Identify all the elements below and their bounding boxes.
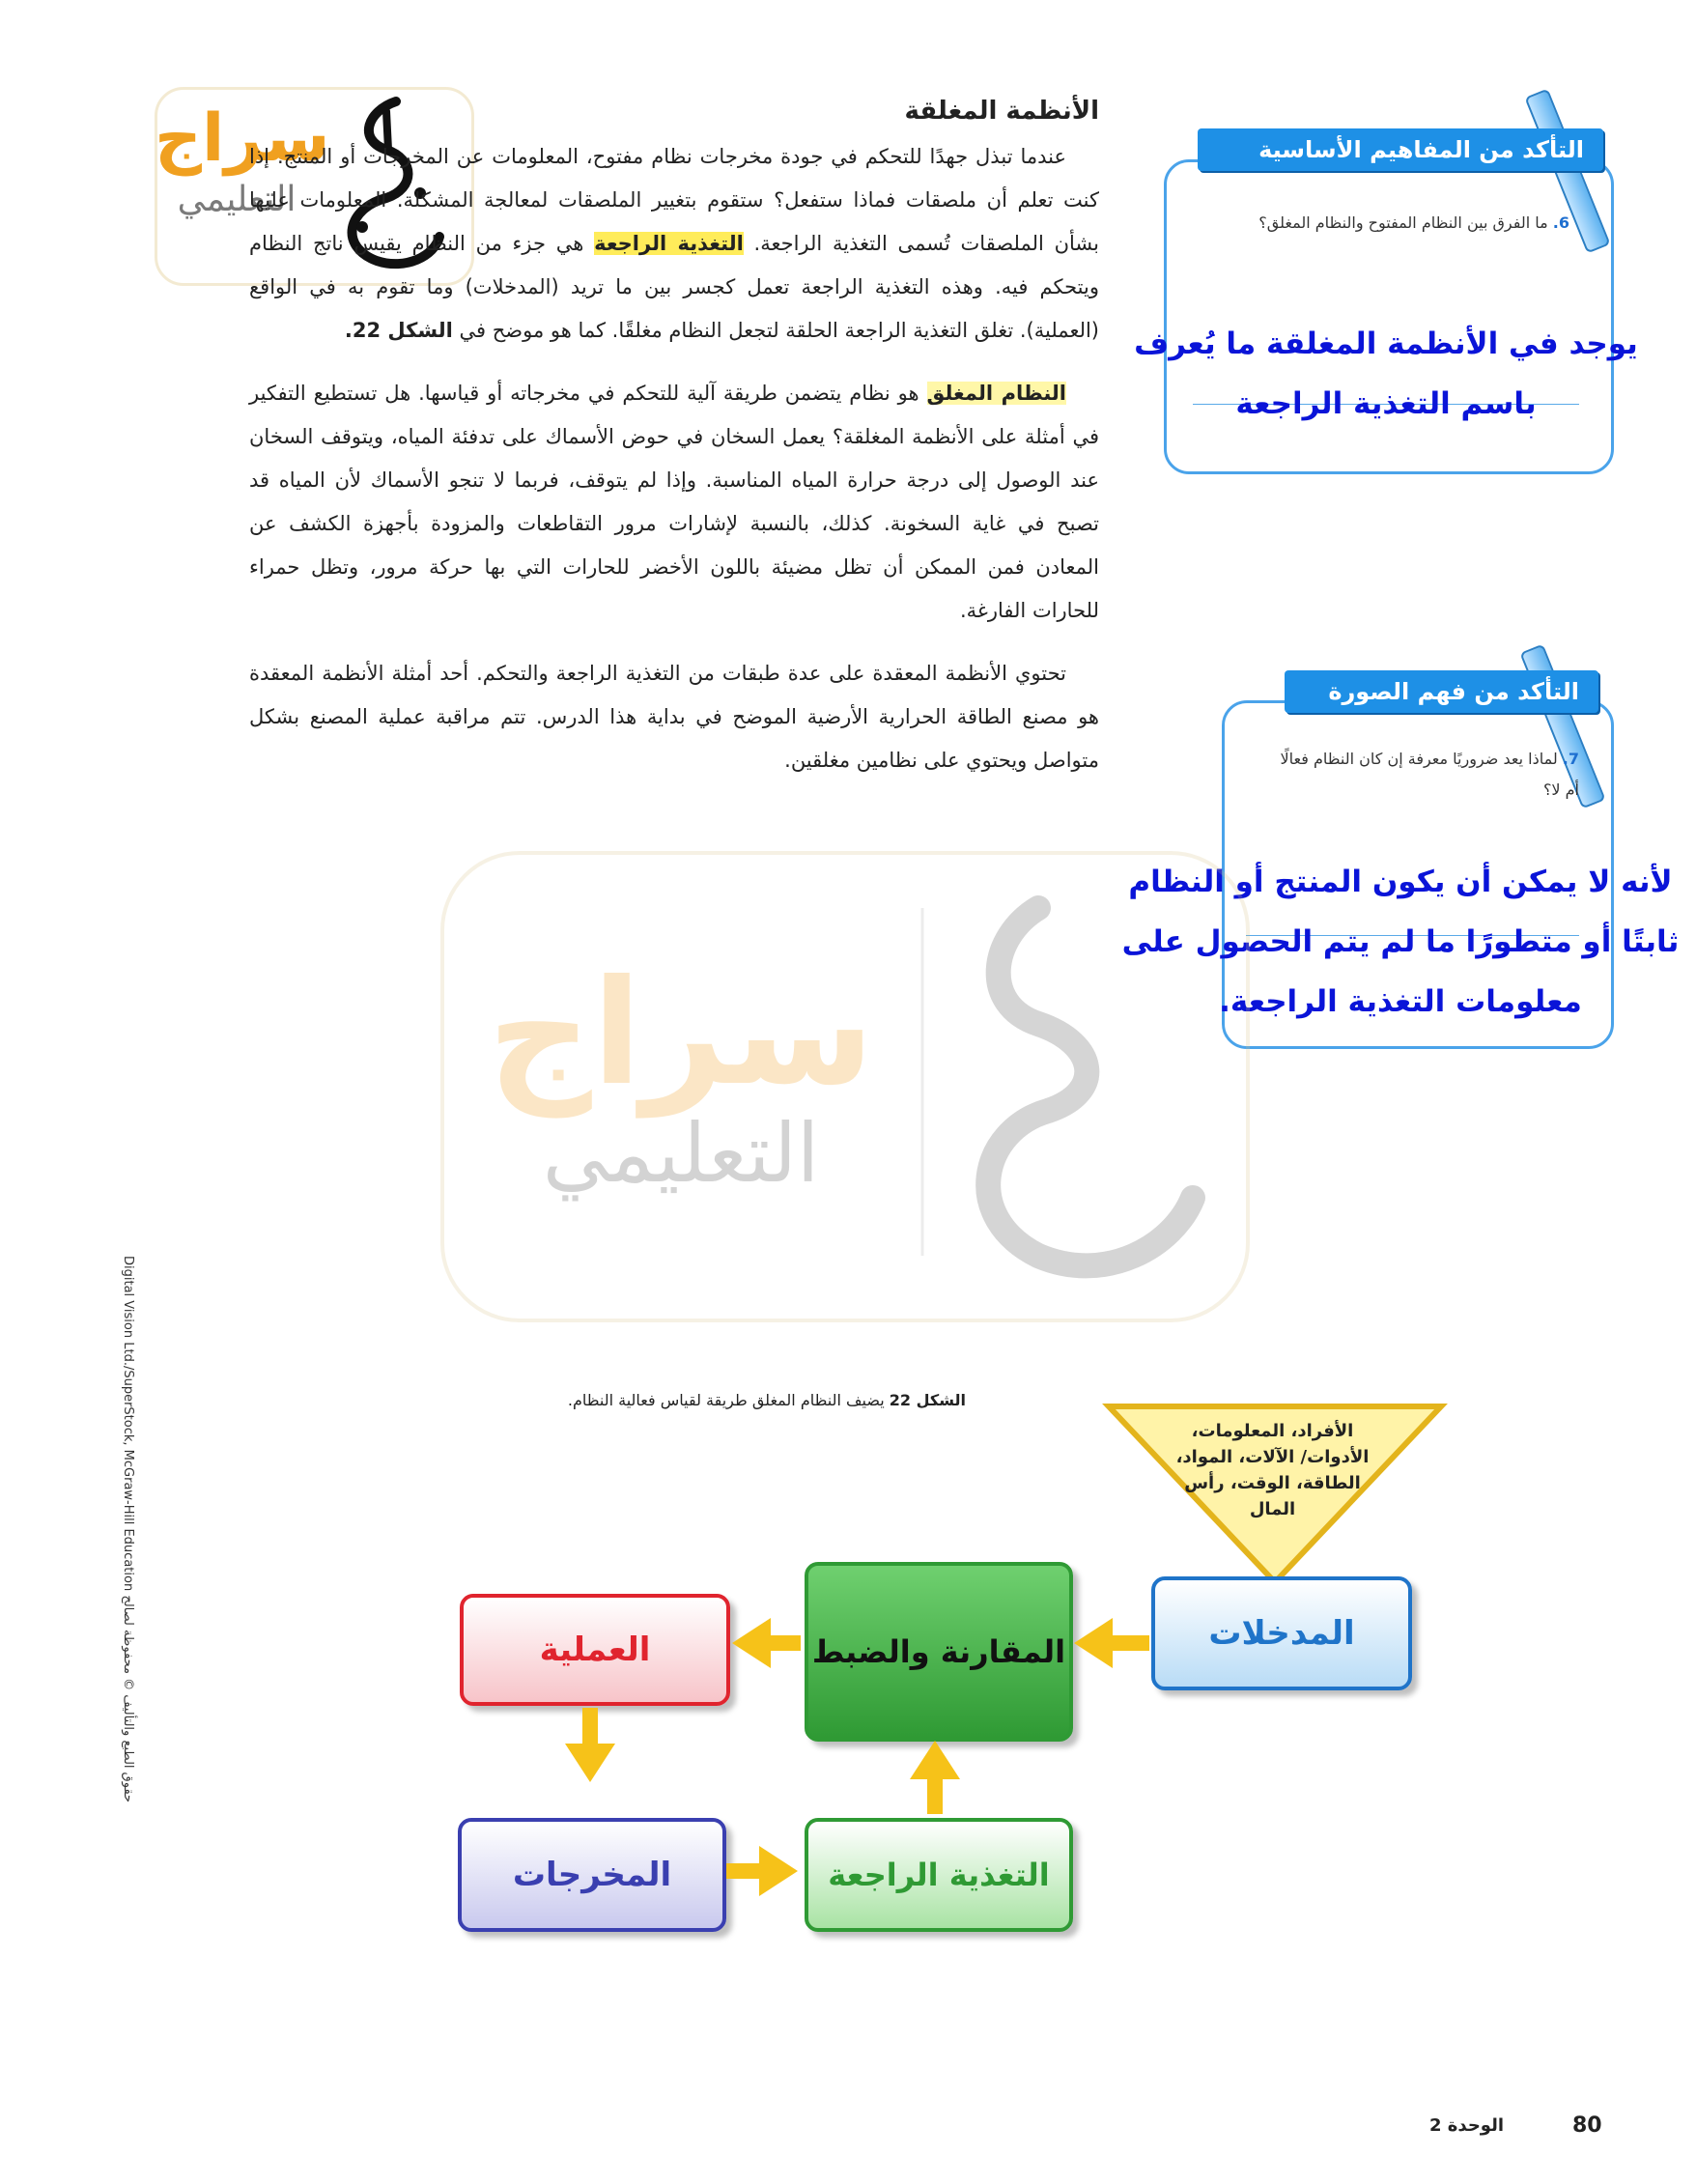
photo-credit: Digital Vision Ltd./SuperStock, McGraw-Hill Education حقوق الطبع والتأليف © محفوظة لصالح bbox=[121, 1256, 135, 1803]
inputs-box: المدخلات bbox=[1151, 1576, 1412, 1690]
arrow-shaft-feedback-compare bbox=[927, 1775, 943, 1814]
arrow-shaft-compare-process bbox=[768, 1635, 801, 1651]
footer-unit: الوحدة 2 bbox=[1429, 2115, 1505, 2136]
question-text: ما الفرق بين النظام المفتوح والنظام المغلق؟ bbox=[1258, 213, 1548, 232]
figure-check-title: التأكد من فهم الصورة bbox=[1285, 670, 1598, 713]
resources-label: الأفراد، المعلومات، الأدوات/ الآلات، المواد، الطاقة، الوقت، رأس المال bbox=[1175, 1421, 1370, 1519]
figure-check-question bbox=[1265, 744, 1579, 806]
outputs-box: المخرجات bbox=[458, 1818, 726, 1932]
watermark-text bbox=[473, 950, 889, 1201]
figure-label: الشكل 22 bbox=[889, 1391, 966, 1409]
watermark-subtitle: التعليمي bbox=[542, 1106, 820, 1201]
arrow-compare-to-process-icon bbox=[732, 1618, 771, 1668]
arrow-outputs-to-feedback-icon bbox=[759, 1846, 798, 1896]
term-closed-system: النظام المغلق bbox=[926, 382, 1066, 405]
term-feedback: التغذية الراجعة bbox=[594, 232, 744, 255]
paragraph-feedback bbox=[249, 135, 1099, 353]
arrow-shaft-outputs-feedback bbox=[726, 1863, 761, 1879]
paragraph-complex-systems: تحتوي الأنظمة المعقدة على عدة طبقات من التغذية الراجعة والتحكم. أحد أمثلة الأنظمة المعقدة هو مصنع الطاقة الحرارية الأرضية الموضح في بداية هذا الدرس. تتم مراقبة عملية المصنع بشكل متواصل ويحتوي على نظامين مغلقين. bbox=[249, 662, 1099, 772]
question-number-2: 7. bbox=[1562, 750, 1579, 768]
figure-reference: الشكل 22. bbox=[344, 319, 453, 342]
concept-check-question bbox=[1227, 208, 1569, 239]
section-heading: الأنظمة المغلقة bbox=[904, 97, 1099, 126]
figure-caption bbox=[483, 1391, 966, 1409]
paragraph-closed-system bbox=[249, 372, 1099, 633]
figure-caption-text: يضيف النظام المغلق طريقة لقياس فعالية النظام. bbox=[567, 1391, 885, 1409]
question-text-2: لماذا يعد ضروريًا معرفة إن كان النظام فعالًا أم لا؟ bbox=[1280, 750, 1579, 799]
watermark-name: سراج bbox=[487, 950, 875, 1118]
logo-name: سراج bbox=[155, 100, 330, 177]
arrow-inputs-to-compare-icon bbox=[1074, 1618, 1113, 1668]
concept-check-title: التأكد من المفاهيم الأساسية bbox=[1198, 128, 1603, 171]
arrow-shaft-inputs-compare bbox=[1111, 1635, 1149, 1651]
paragraph-closed-system-body: هو نظام يتضمن طريقة آلية للتحكم في مخرجاته أو قياسها. هل تستطيع التفكير في أمثلة على الأنظمة المغلقة؟ يعمل السخان في حوض الأسماك على تدفئة المياه، ويتوقف السخان عند الوصول إلى درجة حرارة المياه المناسبة. وإذا لم يتوقف، فربما لا تنجو الأسماك لأن المياه قد تصبح في غاية السخونة. كذلك، بالنسبة لإشارات مرور التقاطعات والمزودة بأجهزة الكشف عن المعادن فمن الممكن أن تظل مضيئة باللون الأخضر للحارات التي بها حركة مرور، وتظل حمراء للحارات الفارغة. bbox=[249, 382, 1099, 622]
arrow-feedback-to-compare-icon bbox=[910, 1741, 960, 1779]
logo-subtitle: التعليمي bbox=[177, 180, 297, 219]
paragraph-feedback-intro: عندما تبذل جهدًا للتحكم في جودة مخرجات نظام مفتوح، المعلومات عن المخرجات أو المنتج. إذا كنت تعلم أن ملصقات فماذا ستفعل؟ ستقوم بتغيير الملصقات لمعالجة المشكلة. المعلومات عليها بشأن الملصقات تُسمى التغذية الراجعة. bbox=[249, 145, 1099, 255]
concept-check-answer: يوجد في الأنظمة المغلقة ما يُعرف باسم التغذية الراجعة bbox=[1134, 326, 1638, 421]
paragraph-feedback-body: هي جزء من النظام يقيس ناتج النظام ويتحكم فيه. وهذه التغذية الراجعة تعمل كجسر بين ما تريد (المدخلات) وما تقوم به في الواقع (العملية). تغلق التغذية الراجعة الحلقة لتجعل النظام مغلقًا. كما هو موضح في bbox=[249, 232, 1099, 342]
figure-check-answer: لأنه لا يمكن أن يكون المنتج أو النظام ثابتًا أو متطورًا ما لم يتم الحصول على معلومات التغذية الراجعة. bbox=[1121, 865, 1680, 1019]
feedback-box: التغذية الراجعة bbox=[805, 1818, 1073, 1932]
page-number: 80 bbox=[1572, 2113, 1602, 2138]
main-text-column bbox=[249, 97, 1099, 802]
process-box: العملية bbox=[460, 1594, 730, 1706]
question-number: 6. bbox=[1552, 213, 1569, 232]
arrow-shaft-process-outputs bbox=[582, 1708, 598, 1746]
arrow-process-to-outputs-icon bbox=[565, 1744, 615, 1782]
compare-box: المقارنة والضبط bbox=[805, 1562, 1073, 1742]
